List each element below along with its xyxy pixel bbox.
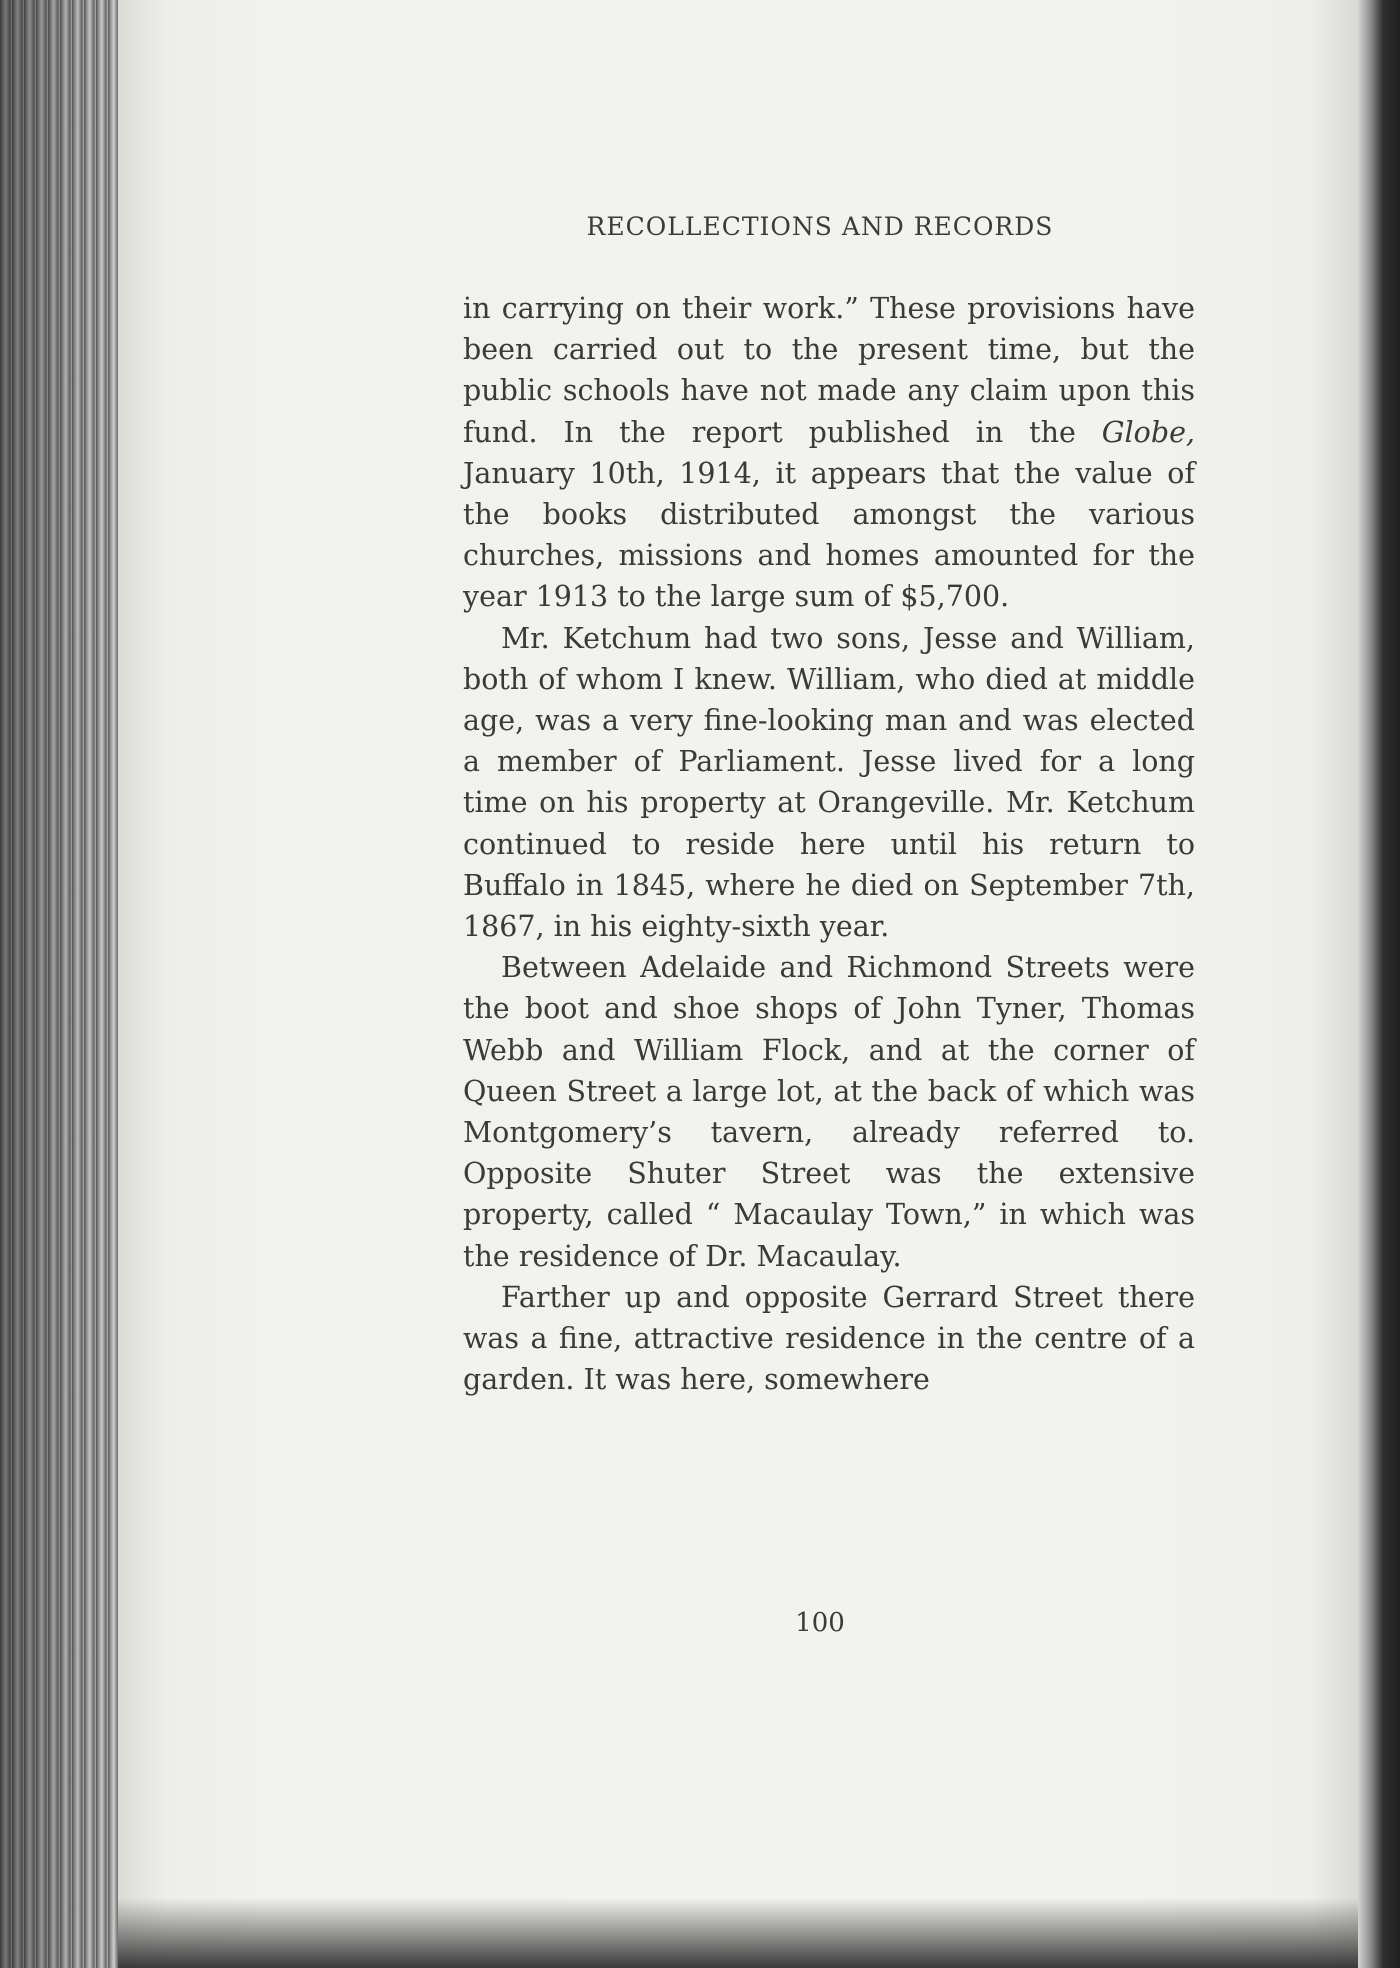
body-text <box>463 288 1195 1400</box>
paragraph-1 <box>463 288 1195 618</box>
page-number: 100 <box>795 1608 845 1638</box>
running-header: RECOLLECTIONS AND RECORDS <box>586 212 1054 241</box>
paragraph-2: Mr. Ketchum had two sons, Jesse and William, both of whom I knew. William, who died at middle age, was a very fine-looking man and was elected a member of Parliament. Jesse lived for a long time on his property at Orangeville. Mr. Ketchum continued to reside here until his return to Buffalo in 1845, where he died on September 7th, 1867, in his eighty-sixth year. <box>463 621 1195 944</box>
page-gutter-shadow <box>1358 0 1400 1968</box>
paragraph-1-end: January 10th, 1914, it appears that the value of the books distributed amongst the various churches, missions and homes amounted for the year 1913 to the large sum of $5,700. <box>463 456 1195 614</box>
paragraph-1-start: in carrying on their work.” These provisions have been carried out to the present time, but the public schools have not made any claim upon this fund. In the report published in the <box>463 292 1195 449</box>
newspaper-title: Globe, <box>1101 415 1195 449</box>
paragraph-3: Between Adelaide and Richmond Streets were the boot and shoe shops of John Tyner, Thomas Webb and William Flock, and at the corner of Queen Street a large lot, at the back of which was Montgomery’s tavern, already referred to. Opposite Shuter Street was the extensive property, called “ Macaulay Town,” in which was the residence of Dr. Macaulay. <box>463 951 1195 1273</box>
paragraph-4: Farther up and opposite Gerrard Street there was a fine, attractive residence in the centre of a garden. It was here, somewhere <box>463 1280 1195 1397</box>
